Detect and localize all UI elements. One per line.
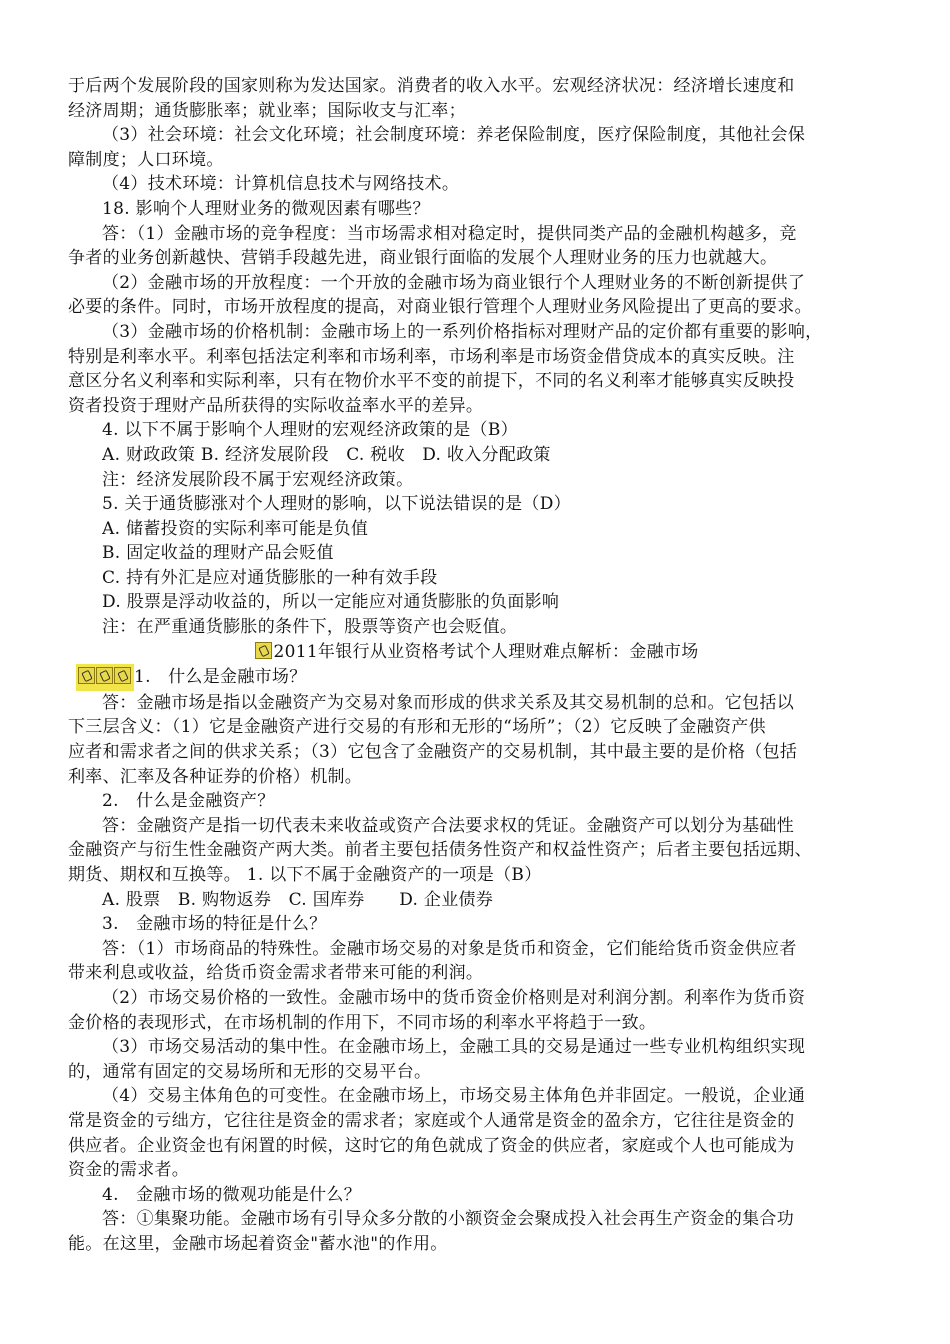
question-heading: 3. 金融市场的特征是什么？ bbox=[102, 914, 327, 935]
text-line: 利率、汇率及各种证券的价格）机制。 bbox=[68, 766, 363, 787]
answer-option: A. 储蓄投资的实际利率可能是负值 bbox=[102, 518, 369, 539]
text-line: 常是资金的亏绌方，它往往是资金的需求者；家庭或个人通常是资金的盈余方，它往往是资金的 bbox=[68, 1110, 795, 1131]
question-heading: 1. 什么是金融市场？ bbox=[134, 667, 307, 688]
text-line: 必要的条件。同时，市场开放程度的提高，对商业银行管理个人理财业务风险提出了更高的要求。 bbox=[68, 297, 812, 318]
text-line: 资金的需求者。 bbox=[68, 1160, 190, 1181]
text-line: 答：金融资产是指一切代表未来收益或资产合法要求权的凭证。金融资产可以划分为基础性 bbox=[102, 815, 794, 836]
text-line: 答：（1）市场商品的特殊性。金融市场交易的对象是货币和资金，它们能给货币资金供应者 bbox=[102, 938, 797, 959]
answer-option: C. 持有外汇是应对通货膨胀的一种有效手段 bbox=[102, 567, 438, 588]
text-line: 的，通常有固定的交易场所和无形的交易平台。 bbox=[68, 1061, 432, 1082]
answer-option: D. 股票是浮动收益的，所以一定能应对通货膨胀的负面影响 bbox=[102, 592, 560, 613]
text-line: 能。在这里，金融市场起着资金"蓄水池"的作用。 bbox=[68, 1233, 448, 1254]
answer-options: A. 财政政策 B. 经济发展阶段 C. 税收 D. 收入分配政策 bbox=[102, 444, 551, 465]
text-line: 特别是利率水平。利率包括法定利率和市场利率，市场利率是市场资金借贷成本的真实反映。注 bbox=[68, 346, 795, 367]
text-line: 下三层含义：（1）它是金融资产进行交易的有形和无形的“场所”；（2）它反映了金融资产供 bbox=[68, 717, 766, 738]
section-title-text: 2011年银行从业资格考试个人理财难点解析：金融市场 bbox=[273, 641, 699, 662]
answer-option: B. 固定收益的理财产品会贬值 bbox=[102, 543, 334, 564]
text-line: 答：金融市场是指以金融资产为交易对象而形成的供求关系及其交易机制的总和。它包括以 bbox=[102, 692, 794, 713]
text-line: （3）金融市场的价格机制：金融市场上的一系列价格指标对理财产品的定价都有重要的影响， bbox=[102, 321, 823, 342]
icon-group bbox=[76, 664, 134, 691]
answer-options: A. 股票 B. 购物返券 C. 国库券 D. 企业债券 bbox=[102, 889, 494, 910]
note-line: 注：在严重通货膨胀的条件下，股票等资产也会贬值。 bbox=[102, 617, 518, 638]
text-line: （3）市场交易活动的集中性。在金融市场上，金融工具的交易是通过一些专业机构组织实现 bbox=[102, 1037, 806, 1058]
text-line: （4）技术环境：计算机信息技术与网络技术。 bbox=[102, 174, 460, 195]
text-line: 期货、期权和互换等。 1. 以下不属于金融资产的一项是（B） bbox=[68, 865, 542, 885]
question-heading: 4. 以下不属于影响个人理财的宏观经济政策的是（B） bbox=[102, 420, 518, 441]
text-line: 于后两个发展阶段的国家则称为发达国家。消费者的收入水平。宏观经济状况：经济增长速度和 bbox=[68, 76, 795, 96]
pencil-note-icon bbox=[255, 642, 272, 659]
text-line: 意区分名义利率和实际利率，只有在物价水平不变的前提下，不同的名义利率才能够真实反映投 bbox=[68, 371, 795, 392]
text-line: （4）交易主体角色的可变性。在金融市场上，市场交易主体角色并非固定。一般说，企业通 bbox=[102, 1086, 806, 1107]
pencil-note-icon bbox=[96, 667, 113, 684]
text-line: 答：①集聚功能。金融市场有引导众多分散的小额资金会聚成投入社会再生产资金的集合功 bbox=[102, 1209, 794, 1230]
text-line: 答：（1）金融市场的竞争程度：当市场需求相对稳定时，提供同类产品的金融机构越多，竞 bbox=[102, 223, 797, 244]
question-heading: 2. 什么是金融资产？ bbox=[102, 791, 275, 812]
text-line: 经济周期；通货膨胀率；就业率；国际收支与汇率； bbox=[68, 100, 466, 121]
text-line: 金价格的表现形式，在市场机制的作用下，不同市场的利率水平将趋于一致。 bbox=[68, 1012, 657, 1033]
question-heading: 5. 关于通货膨涨对个人理财的影响，以下说法错误的是（D） bbox=[102, 494, 571, 515]
text-line: （3）社会环境：社会文化环境；社会制度环境：养老保险制度，医疗保险制度，其他社会保 bbox=[102, 125, 806, 146]
question-heading: 18. 影响个人理财业务的微观因素有哪些？ bbox=[102, 198, 430, 219]
text-line: 资者投资于理财产品所获得的实际收益率水平的差异。 bbox=[68, 395, 484, 416]
question-heading-row bbox=[68, 664, 886, 691]
document-body bbox=[68, 74, 886, 1257]
text-line: （2）市场交易价格的一致性。金融市场中的货币资金价格则是对利润分割。利率作为货币资 bbox=[102, 987, 806, 1008]
section-title bbox=[68, 640, 886, 665]
text-line: （2）金融市场的开放程度：一个开放的金融市场为商业银行个人理财业务的不断创新提供了 bbox=[102, 272, 806, 293]
text-line: 供应者。企业资金也有闲置的时候，这时它的角色就成了资金的供应者，家庭或个人也可能成为 bbox=[68, 1135, 795, 1156]
question-heading: 4. 金融市场的微观功能是什么？ bbox=[102, 1184, 362, 1205]
pencil-note-icon bbox=[78, 667, 95, 684]
text-line: 障制度；人口环境。 bbox=[68, 149, 224, 170]
text-line: 金融资产与衍生性金融资产两大类。前者主要包括债务性资产和权益性资产；后者主要包括远期、 bbox=[68, 840, 812, 861]
text-line: 带来利息或收益，给货币资金需求者带来可能的利润。 bbox=[68, 963, 484, 984]
text-line: 应者和需求者之间的供求关系；（3）它包含了金融资产的交易机制，其中最主要的是价格（包括 bbox=[68, 742, 798, 763]
note-line: 注：经济发展阶段不属于宏观经济政策。 bbox=[102, 469, 414, 490]
text-line: 争者的业务创新越快、营销手段越先进，商业银行面临的发展个人理财业务的压力也就越大。 bbox=[68, 248, 778, 269]
pencil-note-icon bbox=[114, 667, 131, 684]
